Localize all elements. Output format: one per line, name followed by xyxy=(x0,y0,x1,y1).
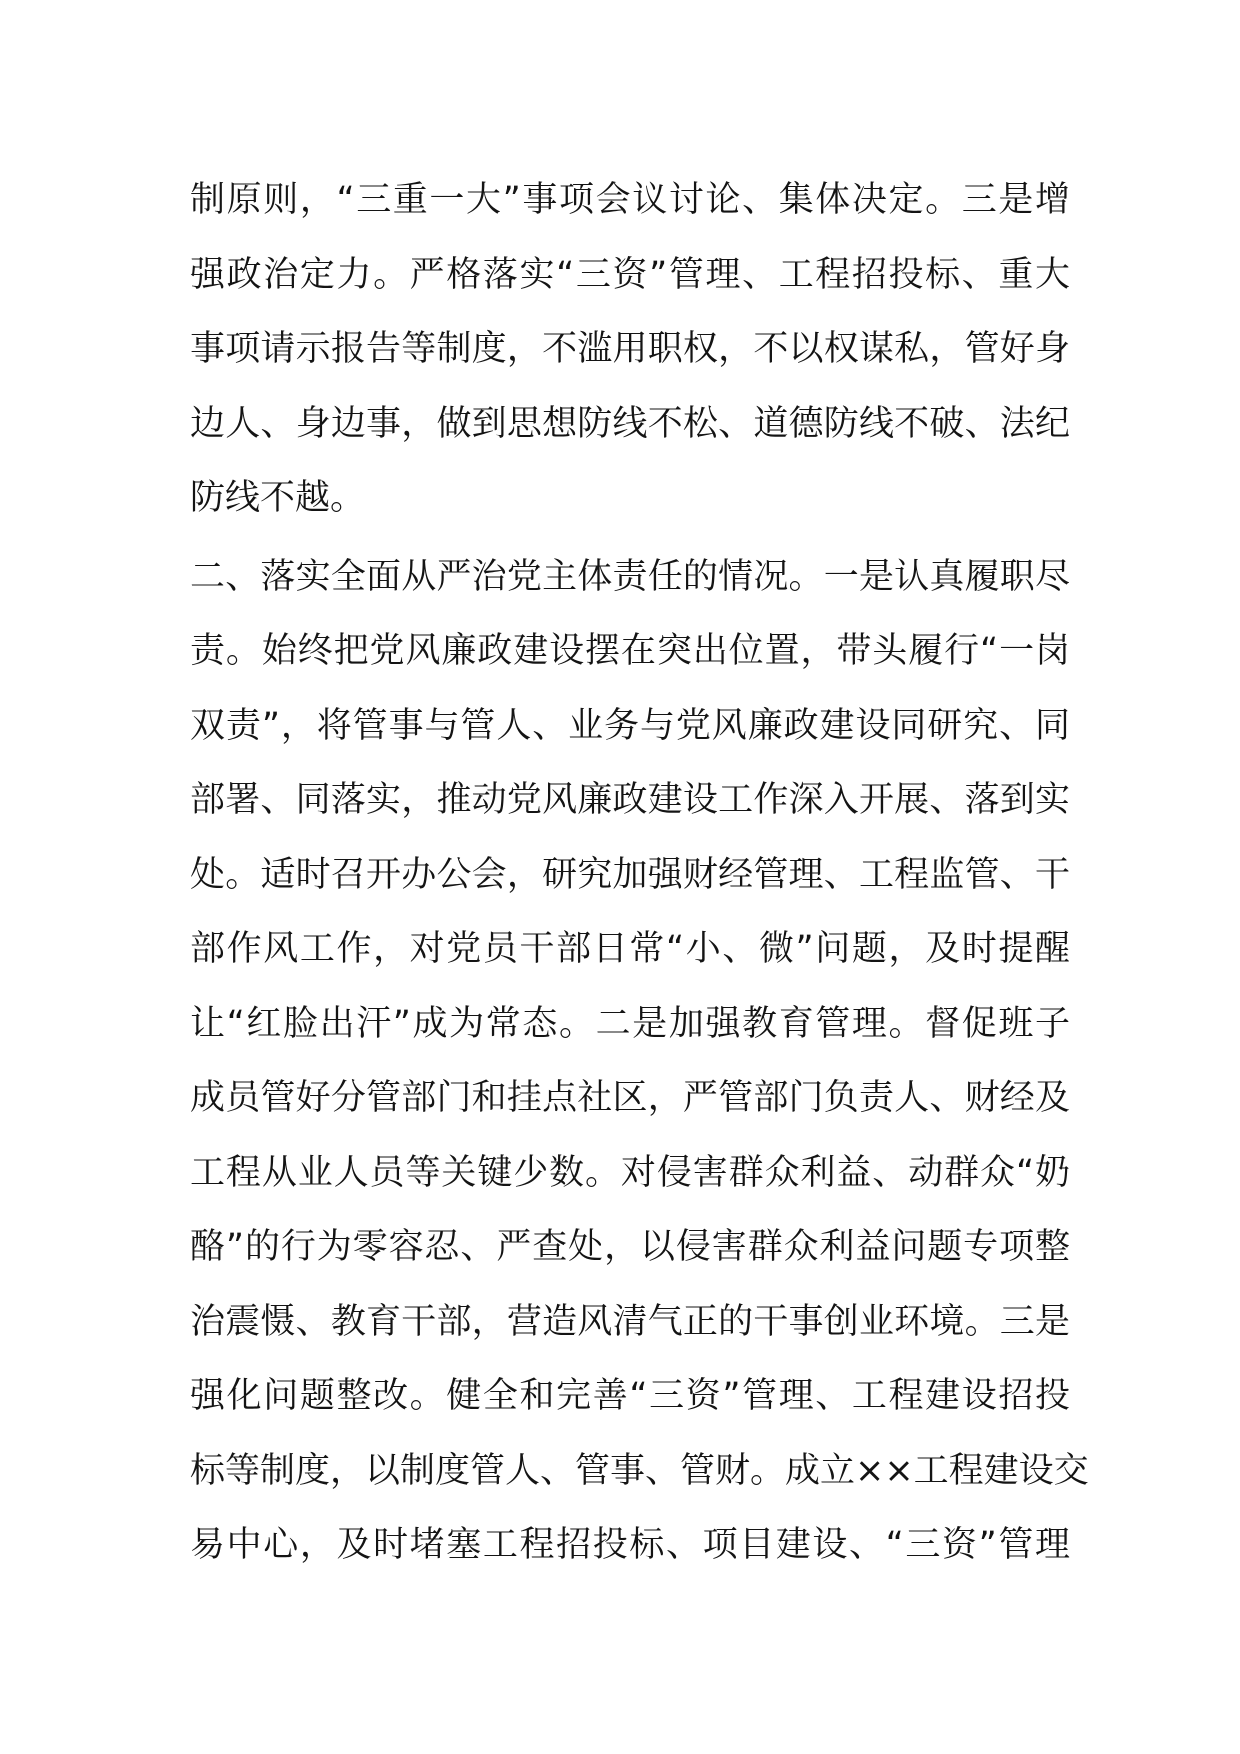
paragraph-2 xyxy=(190,540,1089,1583)
text-line: 强政治定力。严格落实“三资”管理、工程招投标、重大 xyxy=(190,254,1070,295)
text-line: 双责”，将管事与管人、业务与党风廉政建设同研究、同 xyxy=(190,705,1070,746)
text-line: 酪”的行为零容忍、严查处，以侵害群众利益问题专项整 xyxy=(190,1227,1070,1267)
text-line: 标等制度，以制度管人、管事、管财。成立××工程建设交 xyxy=(190,1450,1089,1491)
text-line: 责。始终把党风廉政建设摆在突出位置，带头履行“一岗 xyxy=(190,631,1070,671)
text-line: 制原则，“三重一大”事项会议讨论、集体决定。三是增 xyxy=(190,180,1070,220)
text-line: 让“红脸出汗”成为常态。二是加强教育管理。督促班子 xyxy=(190,1003,1070,1044)
text-line: 成员管好分管部门和挂点社区，严管部门负责人、财经及 xyxy=(190,1078,1070,1118)
text-line: 部署、同落实，推动党风廉政建设工作深入开展、落到实 xyxy=(190,780,1070,820)
paragraph-1 xyxy=(190,163,1070,536)
text-line: 强化问题整改。健全和完善“三资”管理、工程建设招投 xyxy=(190,1376,1070,1416)
text-line: 易中心，及时堵塞工程招投标、项目建设、“三资”管理 xyxy=(190,1525,1070,1565)
text-line: 工程从业人员等关键少数。对侵害群众利益、动群众“奶 xyxy=(190,1152,1070,1193)
text-line: 事项请示报告等制度，不滥用职权，不以权谋私，管好身 xyxy=(190,329,1070,369)
text-line: 处。适时召开办公会，研究加强财经管理、工程监管、干 xyxy=(190,854,1070,895)
text-line: 边人、身边事，做到思想防线不松、道德防线不破、法纪 xyxy=(190,403,1070,444)
document-body xyxy=(190,163,1089,1583)
text-line: 部作风工作，对党员干部日常“小、微”问题，及时提醒 xyxy=(190,929,1070,969)
text-line: 二、落实全面从严治党主体责任的情况。一是认真履职尽 xyxy=(190,556,1070,597)
text-line: 治震慑、教育干部，营造风清气正的干事创业环境。三是 xyxy=(190,1301,1070,1342)
text-line: 防线不越。 xyxy=(190,478,366,518)
